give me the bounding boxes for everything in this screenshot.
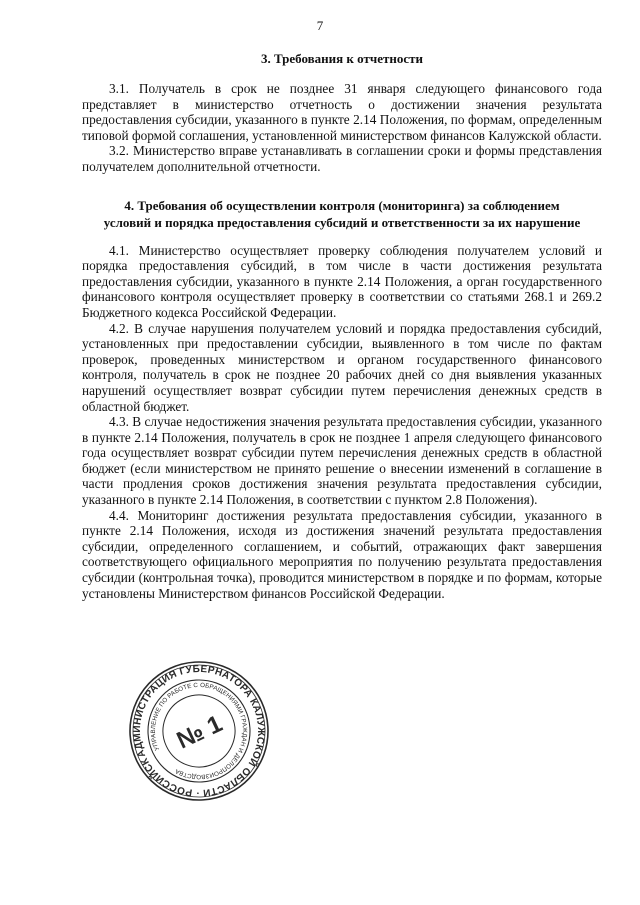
seal-number: № 1: [172, 710, 227, 755]
document-body: [82, 50, 602, 601]
paragraph-3-1: 3.1. Получатель в срок не позднее 31 января следующего финансового года представляет в министерство отчетность о достижении значения результата предоставления субсидии, указанного в пункте 2.14 Положения, по формам, определенным типовой формой соглашения, установленной министерством финансов Калужской области.: [82, 81, 602, 143]
official-seal: [128, 660, 270, 802]
section-4-title: [82, 197, 602, 231]
section-3-title: 3. Требования к отчетности: [260, 51, 424, 66]
paragraph-4-4: 4.4. Мониторинг достижения результата предоставления субсидии, указанного в пункте 2.14 Положения, исходя из достижения значений результата предоставления субсидии, определенного соглашением, и событий, отражающих факт завершения соответствующего официального мероприятия по получению результата предоставления субсидии (контрольная точка), проводится министерством в порядке и по формам, которые установлены Министерством финансов Российской Федерации.: [82, 507, 602, 601]
page-number: 7: [316, 18, 324, 33]
section-4-title-line-2: условий и порядка предоставления субсидий и ответственности за их нарушение: [103, 214, 581, 230]
section-4-title-line-1: 4. Требования об осуществлении контроля (мониторинга) за соблюдением: [124, 197, 560, 213]
paragraph-4-1: 4.1. Министерство осуществляет проверку соблюдения получателем условий и порядка предоставления субсидий, в том числе в части достижения результата предоставления субсидии, указанного в пункте 2.14 Положения, а орган государственного финансового контроля осуществляет проверку в соответствии со статьями 268.1 и 269.2 Бюджетного кодекса Российской Федерации.: [82, 242, 602, 320]
seal-inner-text: УПРАВЛЕНИЕ ПО РАБОТЕ С ОБРАЩЕНИЯМИ ГРАЖДАН И ДЕЛОПРОИЗВОДСТВА: [149, 681, 249, 781]
seal-outer-text: АДМИНИСТРАЦИЯ ГУБЕРНАТОРА КАЛУЖСКОЙ ОБЛАСТИ · РОССИЙСКАЯ: [131, 663, 267, 799]
paragraph-4-3: 4.3. В случае недостижения значения результата предоставления субсидии, указанного в пункте 2.14 Положения, получатель в срок не позднее 1 апреля следующего финансового года осуществляет возврат субсидии путем перечисления денежных средств в областной бюджет (если министерством не принято решение о внесении изменений в соглашение в части продления сроков достижения значения результата предоставления субсидии, указанного в пункте 2.14 Положения, в соответствии с пунктом 2.8 Положения).: [82, 414, 602, 508]
paragraph-3-2: 3.2. Министерство вправе устанавливать в соглашении сроки и формы представления получателем дополнительной отчетности.: [82, 143, 602, 174]
paragraph-4-2: 4.2. В случае нарушения получателем условий и порядка предоставления субсидий, установленных при предоставлении субсидии, выявленного в том числе по фактам проверок, проведенных министерством и органом государственного финансового контроля, получатель в срок не позднее 20 рабочих дней со дня выявления указанных нарушений осуществляет возврат субсидии путем перечисления денежных средств в областной бюджет.: [82, 320, 602, 414]
